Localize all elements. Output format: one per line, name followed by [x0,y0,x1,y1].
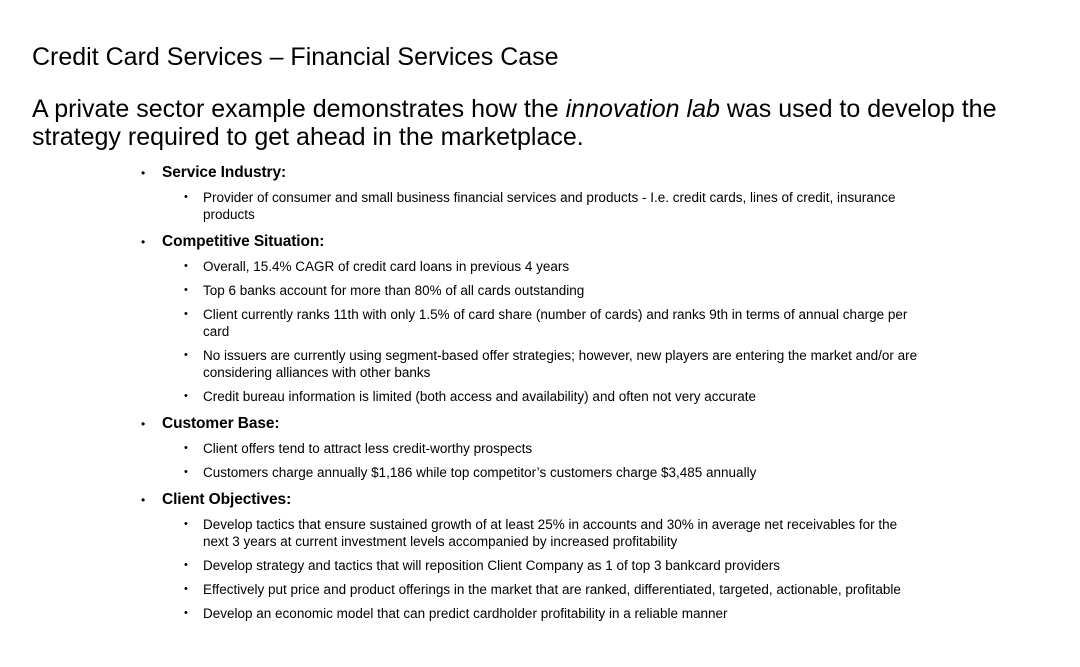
bullet-item [184,388,1080,405]
bullet-icon: • [141,166,146,180]
bullet-list [0,151,1080,622]
bullet-item-text: Develop an economic model that can predict cardholder profitability in a reliable manner [203,606,728,621]
bullet-item-text: Effectively put price and product offerings in the market that are ranked, differentiated, targeted, actionable, profitable [203,582,901,597]
bullet-item [184,282,1080,299]
bullet-item [184,306,1080,340]
bullet-icon: • [184,390,188,402]
bullet-icon: • [184,308,188,320]
section-heading-row [141,491,1080,509]
bullet-icon: • [184,442,188,454]
bullet-item [184,258,1080,275]
bullet-icon: • [141,417,146,431]
bullet-icon: • [184,466,188,478]
bullet-item-text: Develop tactics that ensure sustained growth of at least 25% in accounts and 30% in average net receivables for the next 3 years at current investment levels accompanied by increased profitability [203,517,898,549]
bullet-item-text: Top 6 banks account for more than 80% of all cards outstanding [203,283,585,298]
bullet-item [184,189,1080,223]
bullet-icon: • [184,583,188,595]
bullet-item-text: Credit bureau information is limited (both access and availability) and often not very accurate [203,389,757,404]
bullet-item [184,516,1080,550]
bullet-item-text: Overall, 15.4% CAGR of credit card loans in previous 4 years [203,259,570,274]
bullet-item [184,581,1080,598]
bullet-icon: • [184,518,188,530]
section-heading-row [141,415,1080,433]
bullet-item [184,347,1080,381]
bullet-item-text: Client currently ranks 11th with only 1.5% of card share (number of cards) and ranks 9th in terms of annual charge per card [203,307,908,339]
section-heading: Client Objectives: [162,491,292,508]
intro-text-after: was used to develop the strategy required to get ahead in the marketplace. [32,95,997,151]
bullet-item [184,605,1080,622]
bullet-icon: • [184,284,188,296]
section-heading-row [141,164,1080,182]
bullet-item [184,464,1080,481]
bullet-icon: • [184,559,188,571]
intro-text-before: A private sector example demonstrates how the [32,95,566,123]
slide-title: Credit Card Services – Financial Services Case [32,43,559,71]
intro-emphasis: innovation lab [565,95,720,123]
intro-paragraph [32,96,1040,151]
bullet-item-text: Client offers tend to attract less credit-worthy prospects [203,441,533,456]
bullet-item [184,440,1080,457]
bullet-item-text: No issuers are currently using segment-based offer strategies; however, new players are entering the market and/or are considering alliances with other banks [203,348,918,380]
bullet-icon: • [184,349,188,361]
bullet-item-text: Develop strategy and tactics that will reposition Client Company as 1 of top 3 bankcard providers [203,558,781,573]
bullet-icon: • [141,235,146,249]
bullet-icon: • [184,607,188,619]
bullet-icon: • [184,260,188,272]
section-heading: Customer Base: [162,415,280,432]
bullet-item-text: Customers charge annually $1,186 while top competitor’s customers charge $3,485 annually [203,465,757,480]
section-heading: Competitive Situation: [162,233,325,250]
bullet-item [184,557,1080,574]
section-heading: Service Industry: [162,164,287,181]
bullet-icon: • [141,493,146,507]
bullet-item-text: Provider of consumer and small business financial services and products - I.e. credit cards, lines of credit, insurance products [203,190,896,222]
bullet-icon: • [184,191,188,203]
section-heading-row [141,233,1080,251]
